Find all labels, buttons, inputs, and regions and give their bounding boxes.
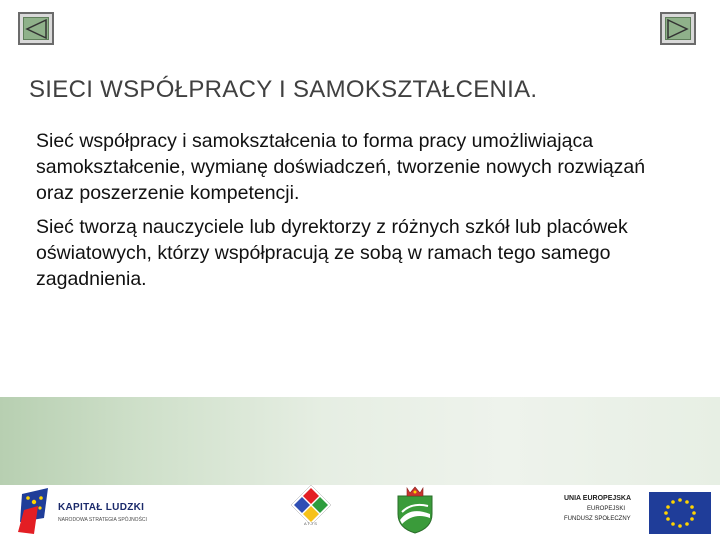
next-slide-button[interactable] bbox=[660, 12, 696, 45]
partner-logo-atts bbox=[289, 483, 333, 527]
paragraph-members: Sieć tworzą nauczyciele lub dyrektorzy z różnych szkół lub placówek oświatowych, którzy współpracują ze sobą w ramach tego samego zagadnienia. bbox=[36, 216, 628, 290]
eu-flag-icon bbox=[649, 492, 711, 534]
ue-line-1: UNIA EUROPEJSKA bbox=[564, 495, 632, 502]
crest-icon bbox=[394, 484, 436, 534]
previous-button-face bbox=[23, 17, 49, 40]
next-button-face bbox=[665, 17, 691, 40]
triangle-left-icon bbox=[24, 18, 48, 40]
ue-line-2: EUROPEJSKI bbox=[587, 506, 626, 512]
kapital-ludzki-subtitle: NARODOWA STRATEGIA SPÓJNOŚCI bbox=[58, 517, 147, 523]
triangle-right-icon bbox=[666, 18, 690, 40]
previous-slide-button[interactable] bbox=[18, 12, 54, 45]
footer-band bbox=[0, 397, 720, 485]
paragraph-definition: Sieć współpracy i samokształcenia to forma pracy umożliwiająca samokształcenie, wymianę doświadczeń, tworzenie nowych rozwiązań oraz poszerzenie kompetencji. bbox=[36, 130, 646, 204]
kapital-ludzki-emblem-icon bbox=[14, 488, 54, 536]
unia-europejska-logo bbox=[547, 485, 715, 540]
kapital-ludzki-title: KAPITAŁ LUDZKI bbox=[58, 502, 145, 513]
kapital-ludzki-logo bbox=[10, 485, 172, 540]
slide-title: SIECI WSPÓŁPRACY I SAMOKSZTAŁCENIA. bbox=[29, 76, 538, 103]
ue-line-3: FUNDUSZ SPOŁECZNY bbox=[564, 516, 631, 522]
atts-label: ATTS bbox=[304, 521, 318, 526]
municipal-crest-logo bbox=[394, 484, 436, 534]
slide-body bbox=[36, 128, 676, 300]
